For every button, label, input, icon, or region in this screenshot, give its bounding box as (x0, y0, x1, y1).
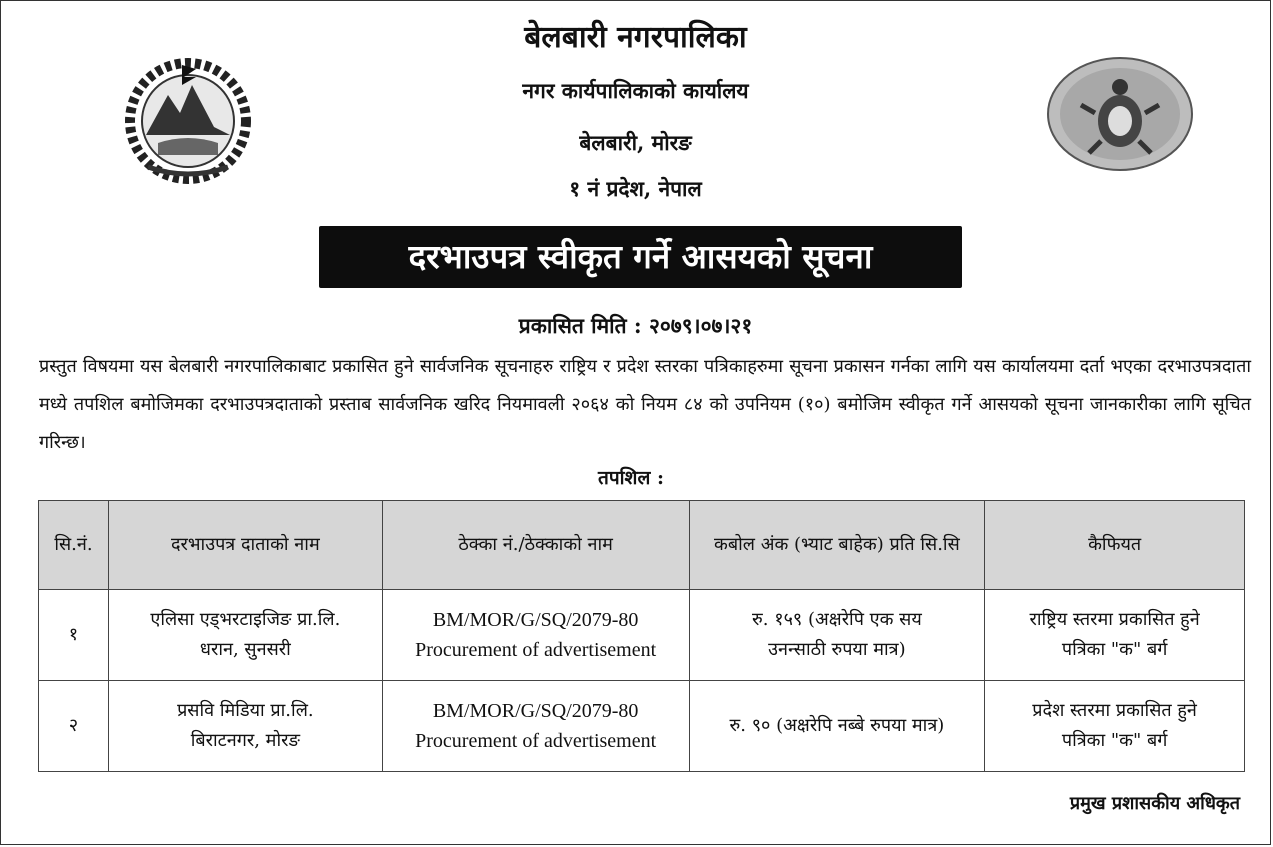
table-row (39, 681, 1245, 772)
cell-remarks: राष्ट्रिय स्तरमा प्रकासित हुने पत्रिका "क" बर्ग (985, 590, 1245, 681)
col-header-sn: सि.नं. (39, 501, 109, 590)
cell-bidder: प्रसवि मिडिया प्रा.लि. बिराटनगर, मोरङ (108, 681, 382, 772)
cell-contract: BM/MOR/G/SQ/2079-80 Procurement of advertisement (382, 681, 689, 772)
table-row (39, 590, 1245, 681)
office-name: नगर कार्यपालिकाको कार्यालय (522, 78, 749, 103)
signatory: प्रमुख प्रशासकीय अधिकृत (1069, 793, 1240, 814)
col-header-bid-amount: कबोल अंक (भ्याट बाहेक) प्रति सि.सि (689, 501, 985, 590)
cell-bid-amount: रु. १५९ (अक्षरेपि एक सय उनन्साठी रुपया मात्र) (689, 590, 985, 681)
cell-sn: १ (39, 590, 109, 681)
municipality-name: बेलबारी नगरपालिका (524, 20, 747, 55)
table-header-row (39, 501, 1245, 590)
cell-bid-amount: रु. ९० (अक्षरेपि नब्बे रुपया मात्र) (689, 681, 985, 772)
notice-title: दरभाउपत्र स्वीकृत गर्ने आसयको सूचना (319, 226, 962, 288)
office-location: बेलबारी, मोरङ (579, 130, 692, 155)
notice-body: प्रस्तुत विषयमा यस बेलबारी नगरपालिकाबाट प्रकासित हुने सार्वजनिक सूचनाहरु राष्ट्रिय र प्रदेश स्तरका पत्रिकाहरुमा सूचना प्रकासन गर्नका लागि यस कार्यालयमा दर्ता भएका दरभाउपत्रदाता मध्ये तपशिल बमोजिमका दरभाउपत्रदाताको प्रस्ताब सार्वजनिक खरिद नियमावली २०६४ को नियम ८४ को उपनियम (१०) बमोजिम स्वीकृत गर्ने आसयको सूचना जानकारीका लागि सूचित गरिन्छ। (39, 356, 1251, 453)
col-header-remarks: कैफियत (985, 501, 1245, 590)
col-header-contract: ठेक्का नं./ठेक्काको नाम (382, 501, 689, 590)
published-date: प्रकासित मिति : २०७९।०७।२१ (518, 313, 753, 338)
details-label: तपशिल : (598, 467, 664, 489)
cell-remarks: प्रदेश स्तरमा प्रकासित हुने पत्रिका "क" बर्ग (985, 681, 1245, 772)
cell-contract: BM/MOR/G/SQ/2079-80 Procurement of advertisement (382, 590, 689, 681)
cell-bidder: एलिसा एड्भरटाइजिङ प्रा.लि. धरान, सुनसरी (108, 590, 382, 681)
province-name: १ नं प्रदेश, नेपाल (569, 176, 702, 201)
bid-table (38, 500, 1245, 772)
cell-sn: २ (39, 681, 109, 772)
col-header-bidder: दरभाउपत्र दाताको नाम (108, 501, 382, 590)
nepal-emblem-icon (118, 55, 258, 185)
